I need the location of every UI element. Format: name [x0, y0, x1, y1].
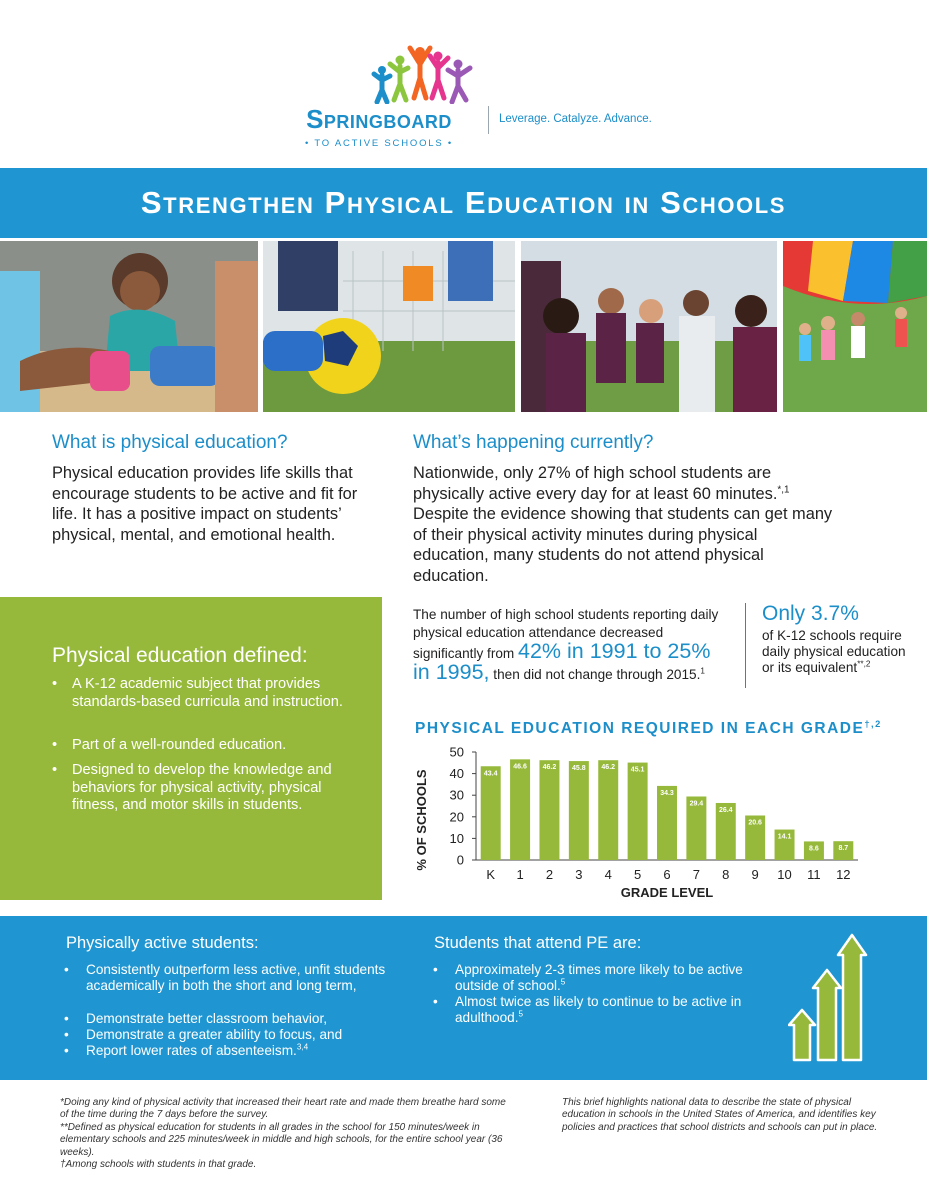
bar-value-label: 46.2	[601, 764, 616, 772]
x-tick-label: 8	[722, 867, 730, 882]
grade-bar-chart	[410, 740, 870, 905]
bar	[569, 761, 589, 860]
x-tick-label: 5	[633, 867, 642, 882]
pe-defined-item: • Designed to develop the knowledge and behaviors for physical activity, physical fitness, and motor skills in students.	[52, 762, 332, 814]
x-axis-label: GRADE LEVEL	[620, 885, 714, 900]
x-tick-label: 11	[807, 867, 821, 882]
what-is-pe-heading: What is physical education?	[52, 432, 288, 453]
bar-value-label: 46.2	[542, 764, 557, 772]
y-tick-label: 50	[449, 744, 464, 760]
bar	[628, 763, 648, 860]
bar	[481, 766, 501, 860]
x-tick-label: 4	[604, 867, 612, 882]
y-tick-label: 40	[449, 766, 464, 782]
bar	[539, 760, 559, 860]
bar	[657, 786, 677, 860]
bar-value-label: 29.4	[689, 800, 704, 808]
x-tick-label: 3	[575, 867, 583, 882]
x-tick-label: 7	[692, 867, 701, 882]
y-tick-label: 20	[449, 809, 464, 825]
whats-happening-heading: What’s happening currently?	[413, 432, 654, 453]
brand-subtitle: • TO ACTIVE SCHOOLS •	[304, 138, 454, 149]
bar-value-label: 45.8	[572, 765, 586, 773]
photo-parachute-play	[783, 241, 927, 412]
active-students-item: • Report lower rates of absenteeism.$^{3,4}$	[64, 1042, 309, 1058]
attend-pe-item: • Almost twice as likely to continue to be active in adulthood.$^5$	[433, 994, 742, 1026]
photo-team-high-five	[521, 241, 777, 412]
bar-value-label: 45.1	[630, 766, 645, 774]
y-tick-label: 30	[449, 787, 464, 803]
bar-value-label: 26.4	[718, 806, 733, 814]
whats-happening-body: Nationwide, only 27% of high school students are physically active every day for at least 60 minutes.$^{*,1}$ Despite the evidence showing that students can get many of their physical activity minutes during physical education, many students do not attend physical education.	[413, 464, 833, 585]
footnote-grade: †Among schools with students in that grade.	[60, 1159, 257, 1171]
bar	[510, 759, 530, 860]
bar-value-label: 20.6	[748, 819, 762, 827]
y-tick-label: 10	[449, 830, 464, 846]
daily-pe-stat-highlight: Only 3.7%	[762, 602, 859, 625]
bar-value-label: 46.6	[513, 763, 527, 771]
bar	[598, 760, 618, 860]
bar-value-label: 8.7	[838, 845, 849, 853]
footnotes	[60, 1097, 510, 1171]
active-students-item: • Demonstrate a greater ability to focus, and	[64, 1027, 343, 1042]
active-students-item: • Demonstrate better classroom behavior,	[64, 1011, 328, 1026]
bar-value-label: 14.1	[777, 833, 792, 841]
attendance-stat: The number of high school students reporting daily physical education attendance decreased significantly from 42% in 1991 to 25% in 1995, then did not change through 2015.$^1$	[413, 607, 719, 684]
footnote-activity: *Doing any kind of physical activity that increased their heart rate and made them breathe hard some of the time during the 7 days before the survey.	[60, 1097, 506, 1121]
active-students-item: • Consistently outperform less active, unfit students academically in both the short and long term,	[64, 962, 386, 994]
bar-value-label: 34.3	[660, 789, 674, 797]
pe-defined-item: • Part of a well-rounded education.	[52, 737, 287, 753]
x-tick-label: K	[486, 867, 496, 882]
bar-value-label: 8.6	[809, 845, 819, 853]
growth-arrows-icon	[788, 930, 868, 1065]
pe-defined-item: • A K-12 academic subject that provides standards-based curricula and instruction.	[52, 676, 343, 710]
bar-value-label: 43.4	[483, 770, 498, 778]
daily-pe-stat-text: of K-12 schools require daily physical education or its equivalent$^{**,2}$	[762, 628, 906, 675]
photo-soccer-ball	[263, 241, 515, 412]
what-is-pe-body: Physical education provides life skills that encourage students to be active and fit for life. It has a positive impact on students’ physical, mental, and emotional health.	[52, 464, 358, 544]
page-title: Strengthen Physical Education in Schools	[140, 185, 787, 220]
footnote-daily-pe-definition: **Defined as physical education for students in all grades in the school for 150 minutes/week in elementary schools and 225 minutes/week in middle and high schools, for the entire school year (36 weeks).	[60, 1121, 503, 1158]
chart-title: PHYSICAL EDUCATION REQUIRED IN EACH $GRADE^{\dagger,2}$	[415, 718, 882, 737]
x-tick-label: 2	[545, 867, 554, 882]
attend-pe-item: • Approximately 2-3 times more likely to be active outside of school.$^5$	[433, 962, 743, 994]
logo-divider	[488, 106, 489, 134]
x-tick-label: 6	[663, 867, 671, 882]
stat-divider	[745, 603, 746, 688]
pe-defined-title: Physical education defined:	[52, 644, 308, 667]
x-tick-label: 1	[516, 867, 524, 882]
y-tick-label: 0	[456, 852, 464, 868]
brief-description: This brief highlights national data to describe the state of physical education in schools in the United States of America, and identifies key policies and practices that school districts and schools can put in place.	[562, 1097, 878, 1133]
x-tick-label: 10	[777, 867, 792, 882]
x-tick-label: 12	[836, 867, 851, 882]
active-students-heading: Physically active students:	[66, 934, 259, 952]
brand-name: Springboard	[306, 104, 452, 134]
photo-girl-stretching	[0, 241, 258, 412]
x-tick-label: 9	[751, 867, 759, 882]
tagline: Leverage. Catalyze. Advance.	[499, 113, 652, 125]
y-axis-label: % OF SCHOOLS	[414, 769, 429, 871]
logo-figures-icon	[368, 40, 478, 104]
attend-pe-heading: Students that attend PE are:	[434, 934, 642, 952]
